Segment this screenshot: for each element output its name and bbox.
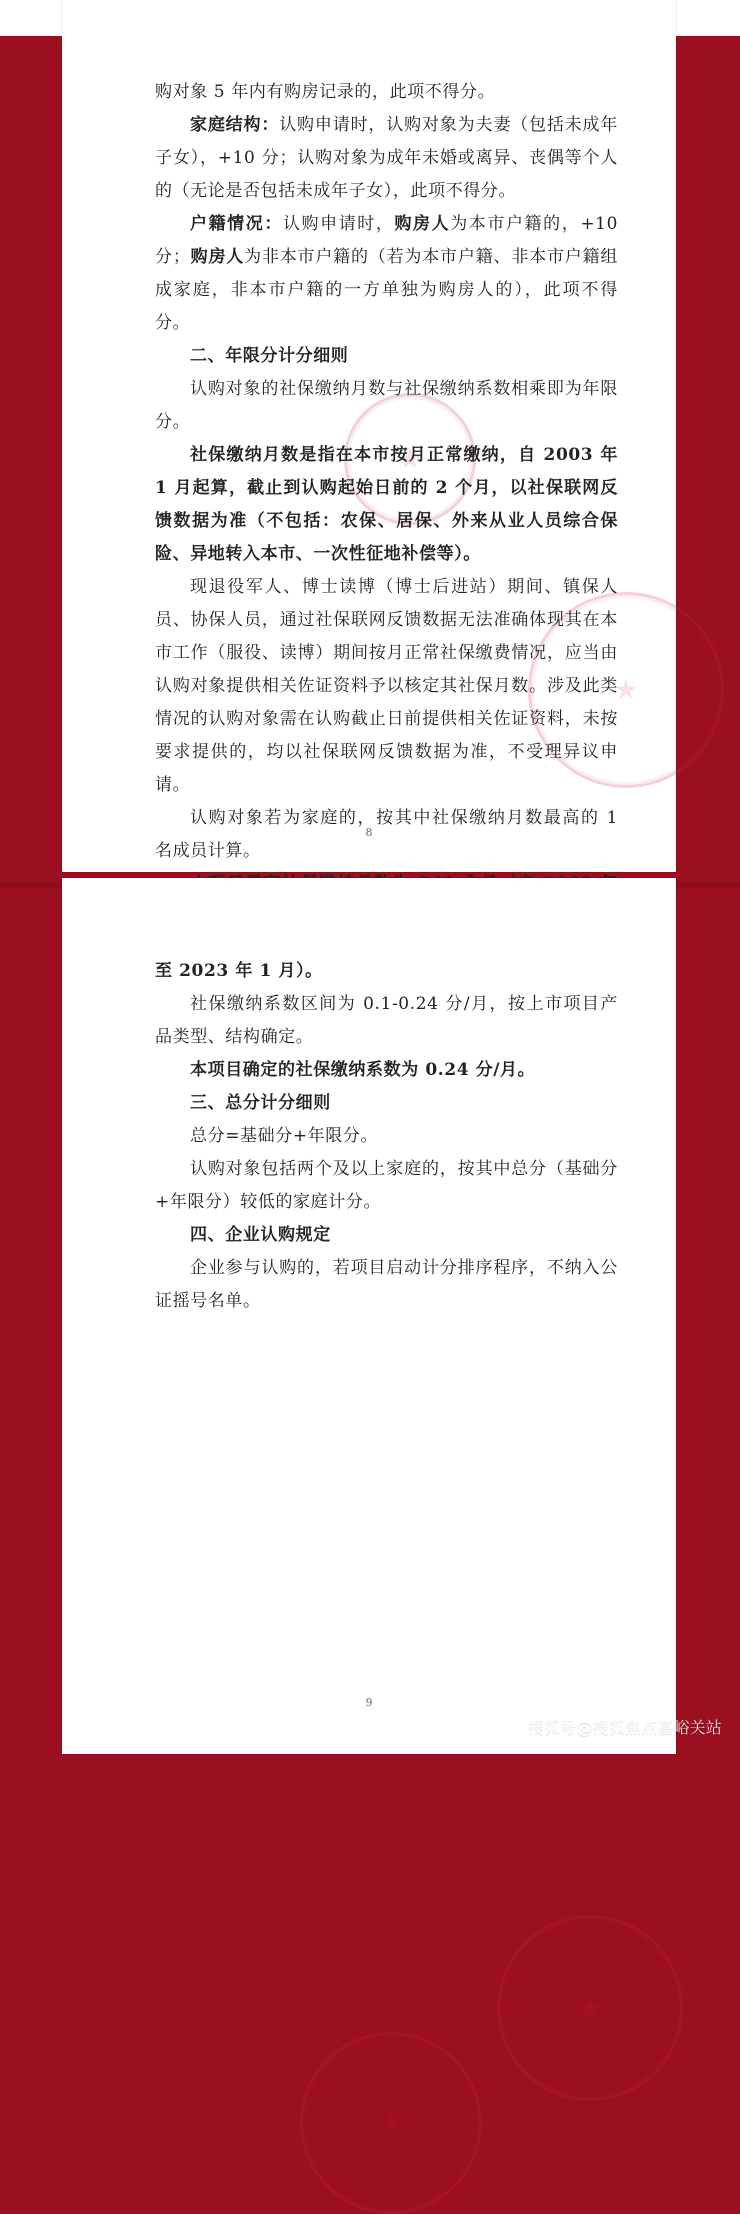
page-number-8: 8 (365, 826, 373, 839)
paragraph-1-text: 购对象 5 年内有购房记录的，此项不得分。 (155, 82, 496, 102)
household-registration-label: 户籍情况： (190, 214, 283, 234)
enterprise-rule (155, 1252, 618, 1318)
section-heading-3 (155, 1087, 618, 1120)
continued-period-line-text: 至 2023 年 1 月）。 (155, 961, 323, 981)
project-coefficient-text: 本项目确定的社保缴纳系数为 0.24 分/月。 (190, 1060, 536, 1080)
red-seal-4 (300, 2032, 482, 2214)
social-security-months-definition (155, 439, 618, 571)
section-heading-3-text: 三、总分计分细则 (190, 1093, 331, 1113)
multiple-family-rule (155, 1153, 618, 1219)
family-structure-text: 认购申请时，认购对象为夫妻（包括未成年子女），+10 分；认购对象为成年未婚或离异、丧偶等个人的（无论是否包括未成年子女），此项不得分。 (155, 115, 618, 201)
household-registration-text-a: 认购申请时， (282, 214, 395, 234)
family-structure-label: 家庭结构： (190, 115, 280, 135)
paragraph-1 (155, 76, 618, 109)
total-score-formula-text: 总分=基础分+年限分。 (190, 1126, 379, 1146)
project-coefficient (155, 1054, 618, 1087)
family-member-calculation-text: 认购对象若为家庭的，按其中社保缴纳月数最高的 1 名成员计算。 (155, 808, 618, 861)
military-and-special-cases-text: 现退役军人、博士读博（博士后进站）期间、镇保人员、协保人员，通过社保联网反馈数据无法准确体现其在本市工作（服役、读博）期间按月正常社保缴费情况，应当由认购对象提供相关佐证资料予以核定其社保月数。涉及此类情况的认购对象需在认购截止日前提供相关佐证资料，未按要求提供的，均以社保联网反馈数据为准，不受理异议申请。 (155, 577, 618, 795)
document-page-2 (62, 878, 676, 1754)
coefficient-range (155, 988, 618, 1054)
social-security-intro-text: 认购对象的社保缴纳月数与社保缴纳系数相乘即为年限分。 (155, 379, 618, 432)
family-structure-paragraph (155, 109, 618, 208)
coefficient-range-text: 社保缴纳系数区间为 0.1-0.24 分/月，按上市项目产品类型、结构确定。 (155, 994, 618, 1047)
military-and-special-cases (155, 571, 618, 802)
continued-period-line (155, 955, 618, 988)
enterprise-rule-text: 企业参与认购的，若项目启动计分排序程序，不纳入公证摇号名单。 (155, 1258, 618, 1311)
section-heading-4 (155, 1219, 618, 1252)
page-2-content (155, 955, 618, 1318)
household-registration-paragraph (155, 208, 618, 340)
watermark-text: 搜狐号@搜狐焦点嘉峪关站 (527, 1718, 722, 1737)
page-number-9: 9 (365, 1696, 373, 1709)
household-registration-buyer-a: 购房人 (394, 214, 451, 234)
section-heading-2-text: 二、年限分计分细则 (190, 346, 349, 366)
household-registration-text-c: 为非本市户籍的（若为本市户籍、非本市户籍组成家庭，非本市户籍的一方单独为购房人的），此项不得分。 (155, 247, 618, 333)
page-1-content (155, 76, 618, 934)
red-seal-3 (497, 1915, 683, 2101)
total-score-formula (155, 1120, 618, 1153)
household-registration-buyer-b: 购房人 (190, 247, 245, 267)
social-security-intro (155, 373, 618, 439)
section-heading-4-text: 四、企业认购规定 (190, 1225, 331, 1245)
multiple-family-rule-text: 认购对象包括两个及以上家庭的，按其中总分（基础分+年限分）较低的家庭计分。 (155, 1159, 618, 1212)
document-page-1 (62, 0, 676, 872)
household-registration-text-b: 为本市户籍的，+10 分； (155, 214, 618, 267)
social-security-months-definition-text: 社保缴纳月数是指在本市按月正常缴纳，自 2003 年 1 月起算，截止到认购起始日前的 2 个月，以社保联网反馈数据为准（不包括：农保、居保、外来从业人员综合保险、异地转入本市、一次性征地补偿等）。 (155, 445, 618, 564)
section-heading-2 (155, 340, 618, 373)
